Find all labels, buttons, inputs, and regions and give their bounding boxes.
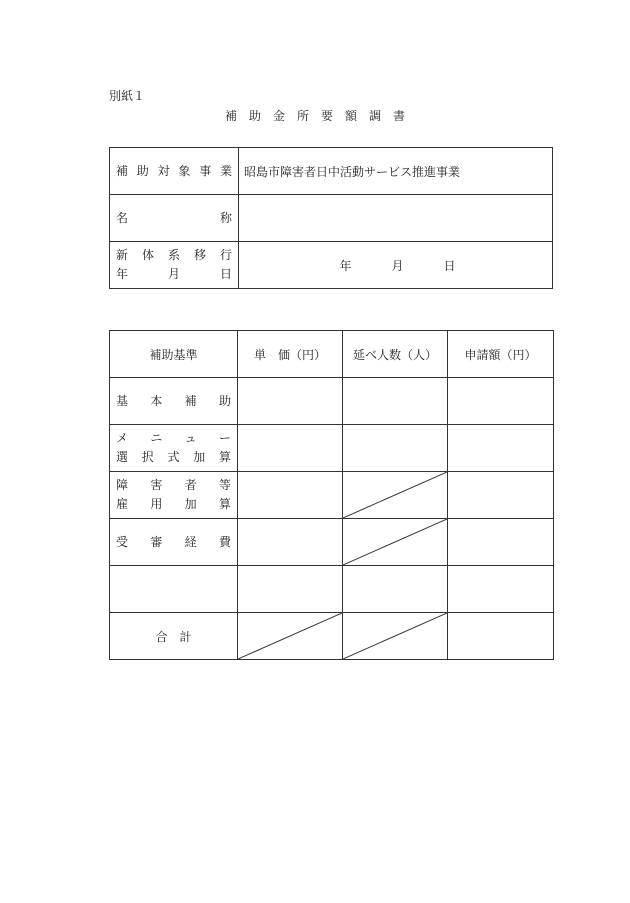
label-char: 受: [116, 534, 129, 549]
table-row: [110, 566, 554, 613]
label-char: 加: [193, 450, 206, 464]
label-char: 算: [218, 450, 231, 464]
label-char: メ: [116, 431, 129, 445]
label-char: ニ: [150, 431, 163, 445]
label-char: 名: [116, 210, 129, 225]
title-char: 要: [321, 109, 334, 123]
label-char: 雇: [116, 497, 129, 511]
label-char: 月: [167, 267, 180, 281]
title-char: 補: [224, 109, 237, 123]
title-char: 助: [248, 109, 261, 123]
unit-price-cell[interactable]: [238, 472, 343, 519]
label-char: 式: [167, 450, 180, 464]
col-header-amount: 申請額（円）: [448, 331, 554, 378]
date-part: 日: [443, 258, 456, 273]
amount-cell[interactable]: [448, 378, 554, 425]
row-label-menu-addition: [110, 425, 238, 472]
label-char: 象: [178, 163, 191, 178]
table-row: [110, 472, 554, 519]
row-label-blank[interactable]: [110, 566, 238, 613]
label-char: 算: [218, 497, 231, 511]
label-char: 年: [116, 267, 129, 281]
label-char: 障: [116, 478, 129, 492]
unit-price-cell[interactable]: [238, 425, 343, 472]
label-char: 選: [116, 450, 129, 464]
calculation-table: [109, 330, 554, 660]
diagonal-slash: [343, 519, 447, 565]
total-amount-cell[interactable]: [448, 613, 554, 660]
person-count-cell[interactable]: [343, 566, 448, 613]
migration-date-field[interactable]: [239, 242, 553, 289]
col-header-standard: 補助基準: [110, 331, 238, 378]
table-row: [110, 378, 554, 425]
label-char: ー: [218, 431, 231, 445]
project-label: [110, 148, 239, 195]
label-char: 体: [141, 248, 154, 262]
label-char: 費: [218, 534, 231, 549]
row-label-employment-addition: [110, 472, 238, 519]
label-char: 事: [199, 163, 212, 178]
table-row: [110, 195, 553, 242]
person-count-cell[interactable]: [343, 378, 448, 425]
table-row: [110, 425, 554, 472]
total-row: [110, 613, 554, 660]
label-char: 補: [184, 393, 197, 408]
amount-cell[interactable]: [448, 425, 554, 472]
header-row: [110, 331, 554, 378]
unit-price-cell[interactable]: [238, 378, 343, 425]
person-count-cell-disabled: [343, 613, 448, 660]
date-part: 月: [391, 258, 404, 273]
document-title: [0, 107, 630, 124]
diagonal-slash: [343, 613, 447, 659]
label-char: 助: [136, 163, 149, 178]
annex-label: 別紙１: [109, 89, 146, 103]
table-row: [110, 519, 554, 566]
person-count-cell-disabled: [343, 519, 448, 566]
label-char: 新: [116, 248, 129, 262]
person-count-cell-disabled: [343, 472, 448, 519]
migration-date-label: [110, 242, 239, 289]
name-label: [110, 195, 239, 242]
title-char: 額: [345, 109, 358, 123]
label-char: 者: [184, 478, 197, 492]
label-char: 業: [219, 163, 232, 178]
label-char: 用: [150, 497, 163, 511]
unit-price-cell[interactable]: [238, 519, 343, 566]
label-char: 審: [150, 534, 163, 549]
date-part: 年: [339, 258, 352, 273]
total-label: 合 計: [110, 613, 238, 660]
label-char: 称: [219, 210, 232, 225]
unit-price-cell-disabled: [238, 613, 343, 660]
person-count-cell[interactable]: [343, 425, 448, 472]
unit-price-cell[interactable]: [238, 566, 343, 613]
label-char: 行: [219, 248, 232, 262]
diagonal-slash: [238, 613, 342, 659]
title-char: 所: [296, 109, 309, 123]
label-char: 系: [167, 248, 180, 262]
label-char: 助: [218, 393, 231, 408]
label-char: 本: [150, 393, 163, 408]
table-row: [110, 242, 553, 289]
project-value: 昭島市障害者日中活動サービス推進事業: [239, 148, 553, 195]
label-char: 等: [218, 478, 231, 492]
table-row: [110, 148, 553, 195]
project-info-table: [109, 147, 553, 289]
title-char: 書: [393, 109, 406, 123]
col-header-person-count: 延べ人数（人）: [343, 331, 448, 378]
label-char: 対: [157, 163, 170, 178]
diagonal-slash: [343, 472, 447, 518]
label-char: 経: [184, 534, 197, 549]
title-char: 調: [369, 109, 382, 123]
label-char: 加: [184, 497, 197, 511]
row-label-basic-subsidy: [110, 378, 238, 425]
amount-cell[interactable]: [448, 472, 554, 519]
title-char: 金: [272, 109, 285, 123]
label-char: 害: [150, 478, 163, 492]
amount-cell[interactable]: [448, 519, 554, 566]
amount-cell[interactable]: [448, 566, 554, 613]
row-label-review-cost: [110, 519, 238, 566]
name-value-field[interactable]: [239, 195, 553, 242]
label-char: 補: [116, 163, 129, 178]
label-char: 基: [116, 393, 129, 408]
label-char: ュ: [184, 431, 197, 445]
label-char: 移: [193, 248, 206, 262]
col-header-unit-price: 単 価（円）: [238, 331, 343, 378]
label-char: 日: [219, 267, 232, 281]
label-char: 択: [141, 450, 154, 464]
